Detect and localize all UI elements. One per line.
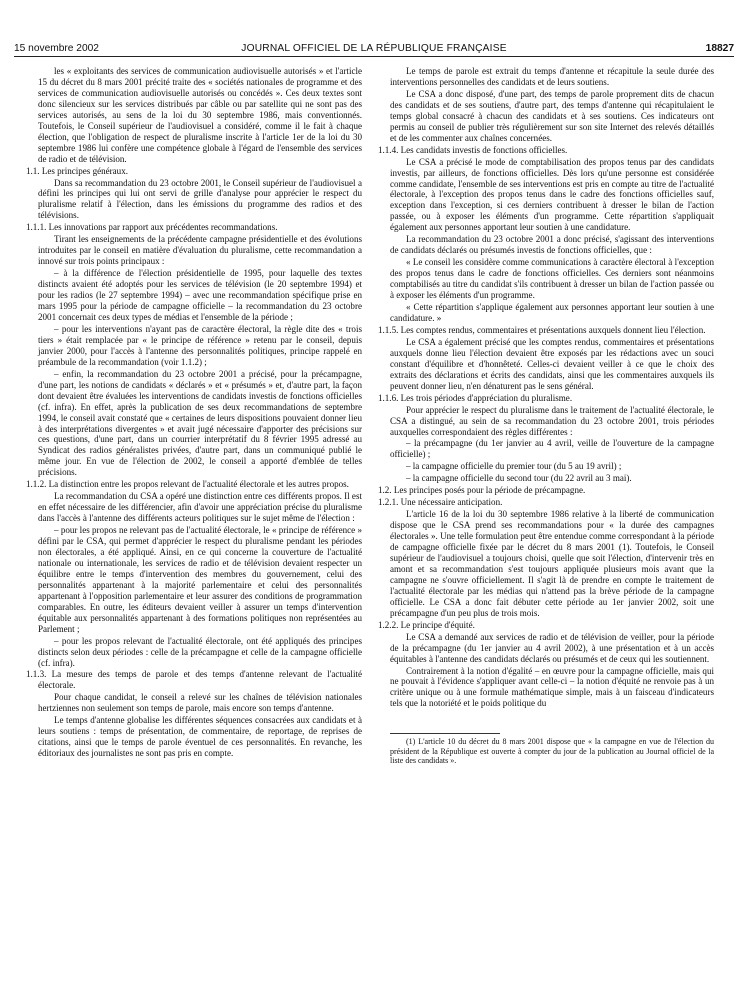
left-column <box>26 66 362 966</box>
section-heading: 1.1.1. Les innovations par rapport aux précédentes recommandations. <box>26 222 278 233</box>
paragraph: les « exploitants des services de communication audiovisuelle autorisés » et l'article 15 du décret du 8 mars 2001 précité traite des « sociétés nationales de programme et des services de communication audiovisuelle autorisés ou concédés ». Ces deux textes sont donc silencieux sur les services distribués par câble ou par satellite qui ne sont pas des services autorisés, au sens de la loi du 30 septembre 1986, mais conventionnés. Toutefois, le Conseil supérieur de l'audiovisuel a considéré, comme il le fait à chaque élection, que l'obligation de respect de pluralisme inscrite à l'article 1er de la loi du 30 septembre 1986 lui confère une compétence globale à l'égard de l'ensemble des services de radio et de télévision. <box>38 66 362 164</box>
right-column-body <box>378 66 714 709</box>
paragraph: Le CSA a précisé le mode de comptabilisation des propos tenus par des candidats investis, par ailleurs, de fonctions officielles. Dès lors qu'une personne est considérée comme candidate, l'ensemble de ses interventions est pris en compte au titre de l'actualité électorale, à l'exception des propos tenus dans le cadre des fonctions officielles sauf, exception dans l'exception, si ces derniers contribuent à dresser le bilan de l'action passée, ou à exposer les éléments d'un programme. Cette répartition s'appliquait également aux personnes apportant leur soutien à une candidature. <box>390 156 714 233</box>
paragraph: Contrairement à la notion d'égalité – en œuvre pour la campagne officielle, mais qui ne pouvait à l'évidence s'appliquer avant celle-ci – la notion d'équité ne renvoie pas à un critère unique ou à une formule mathématique simple, mais à un faisceau d'indicateurs tels que la notoriété et le poids politique du <box>390 665 714 709</box>
list-item: – enfin, la recommandation du 23 octobre 2001 a précisé, pour la précampagne, d'une part, les notions de candidats « déclarés » et « présumés » et, d'autre part, la façon dont devaient être évaluées les interventions de candidats investis de fonctions officielles (cf. infra). En effet, après la publication de ses deux recommandations de septembre 1994, le conseil avait constaté que « certaines de leurs dispositions pouvaient donner lieu à des interprétations divergentes » et avait jugé nécessaire d'apporter des précisions sur ces questions, d'une part, dans un courrier interprétatif du 8 février 1995 adressé au Syndicat des radios généralistes privées, d'autre part, dans un communiqué publié le même jour. En vue de l'élection de 2002, le conseil a apporté d'emblée de telles précisions. <box>38 368 362 478</box>
paragraph: Pour chaque candidat, le conseil a relevé sur les chaînes de télévision nationales hertziennes non seulement son temps de parole, mais encore son temps d'antenne. <box>38 692 362 714</box>
page-header <box>14 43 734 57</box>
section-heading: 1.2. Les principes posés pour la période de précampagne. <box>378 485 586 496</box>
paragraph: Le temps d'antenne globalise les différentes séquences consacrées aux candidats et à leurs soutiens : temps de présentation, de commentaire, de reportage, de reprises de citations, ainsi que le temps de parole éventuel de ces personnalités. En revanche, les éditoriaux des journalistes ne sont pas pris en compte. <box>38 715 362 759</box>
section-heading: 1.1. Les principes généraux. <box>26 165 128 176</box>
list-item: – la précampagne (du 1er janvier au 4 avril, veille de l'ouverture de la campagne officielle) ; <box>390 438 714 460</box>
paragraph: « Le conseil les considère comme communications à caractère électoral à l'exception des propos tenus dans le cadre de fonctions officielles. Ces derniers sont néanmoins comptabilisés au titre du candidat s'ils contribuent à dresser un bilan de l'action passée ou à exposer les éléments d'un programme. <box>390 257 714 301</box>
header-date: 15 novembre 2002 <box>14 43 99 54</box>
paragraph: La recommandation du CSA a opéré une distinction entre ces différents propos. Il est en effet nécessaire de les différencier, afin d'avoir une appréciation précise du pluralisme dans l'accès à l'antenne des différents acteurs politiques sur le sujet même de l'élection : <box>38 491 362 524</box>
list-item: – pour les propos relevant de l'actualité électorale, ont été appliqués des principes distincts selon deux périodes : celle de la précampagne et celle de la campagne officielle (cf. infra). <box>38 635 362 668</box>
paragraph: Le CSA a donc disposé, d'une part, des temps de parole proprement dits de chacun des candidats et de ses soutiens, d'autre part, des temps d'antenne qui récapitulaient le temps global consacré à chacun des candidats et à ses soutiens. Ces indicateurs ont permis au conseil de publier très régulièrement sur son site Internet des relevés détaillés et de les commenter aux chaînes concernées. <box>390 88 714 143</box>
header-title: JOURNAL OFFICIEL DE LA RÉPUBLIQUE FRANÇAISE <box>241 43 507 54</box>
body-columns <box>26 66 714 966</box>
footnote-rule <box>390 733 500 734</box>
list-item: – à la différence de l'élection présidentielle de 1995, pour laquelle des textes distincts avaient été adoptés pour les services de télévision (le 20 septembre 1994) et pour les radios (le 27 septembre 1994) – avec une recommandation spécifique prise en mars 1995 pour la période de campagne officielle – la recommandation du 23 octobre 2001 concernait ces deux types de médias et l'ensemble de la période ; <box>38 268 362 322</box>
right-column <box>378 66 714 966</box>
paragraph: Le CSA a également précisé que les comptes rendus, commentaires et présentations auxquels donne lieu l'élection devaient être exposés par les rédactions avec un souci constant d'équilibre et d'honnêteté. Celles-ci devaient veiller à ce que le choix des extraits des déclarations et écrits des candidats, ainsi que les commentaires auxquels ils peuvent donner lieu, n'en dénaturent pas le sens général. <box>390 336 714 391</box>
header-page-number: 18827 <box>705 43 734 54</box>
paragraph: Le CSA a demandé aux services de radio et de télévision de veiller, pour la période de la précampagne (du 1er janvier au 4 avril 2002), à une présentation et à un accès équitables à l'antenne des candidats déclarés ou présumés et de ceux qui les soutiennent. <box>390 631 714 664</box>
section-heading: 1.1.3. La mesure des temps de parole et des temps d'antenne relevant de l'actualité électorale. <box>26 669 362 691</box>
paragraph: Le temps de parole est extrait du temps d'antenne et récapitule la seule durée des interventions personnelles des candidats et de leurs soutiens. <box>390 66 714 87</box>
section-heading: 1.1.5. Les comptes rendus, commentaires et présentations auxquels donnent lieu l'élection. <box>378 324 706 335</box>
paragraph: Pour apprécier le respect du pluralisme dans le traitement de l'actualité électorale, le CSA a distingué, au sein de sa recommandation du 23 octobre 2001, trois périodes auxquelles correspondaient des règles différentes : <box>390 404 714 437</box>
section-heading: 1.2.1. Une nécessaire anticipation. <box>378 497 503 508</box>
paragraph: Tirant les enseignements de la précédente campagne présidentielle et des évolutions introduites par le conseil en matière d'évaluation du pluralisme, cette recommandation a innové sur trois points principaux : <box>38 234 362 267</box>
list-item: – la campagne officielle du premier tour (du 5 au 19 avril) ; <box>406 461 622 472</box>
footnote: (1) L'article 10 du décret du 8 mars 2001 dispose que « la campagne en vue de l'élection du président de la République est ouverte à compter du jour de la publication au Journal officiel de la liste des candidats ». <box>390 737 714 766</box>
paragraph: Dans sa recommandation du 23 octobre 2001, le Conseil supérieur de l'audiovisuel a défini les principes qui lui ont servi de grille d'analyse pour apprécier le respect du pluralisme relatif à l'élection, dans les émissions du programme des radios et des télévisions. <box>38 177 362 221</box>
paragraph: « Cette répartition s'applique également aux personnes apportant leur soutien à une candidature. » <box>390 302 714 323</box>
section-heading: 1.1.4. Les candidats investis de fonctions officielles. <box>378 144 568 155</box>
list-item: – pour les interventions n'ayant pas de caractère électoral, la règle dite des « trois tiers » était remplacée par « le principe de référence » retenu par le conseil, depuis janvier 2000, pour l'accès à l'antenne des personnalités politiques, principe rappelé en préambule de la recommandation (voir 1.1.2) ; <box>38 323 362 367</box>
paragraph: L'article 16 de la loi du 30 septembre 1986 relative à la liberté de communication dispose que le CSA prend ses recommandations pour « la durée des campagnes électorales ». Une telle formulation peut être entendue comme correspondant à la période de campagne officielle fixée par le décret du 8 mars 2001 (1). Toutefois, le Conseil supérieur de l'audiovisuel a toujours choisi, quelle que soit l'élection, d'intervenir très en amont et sa recommandation s'est toujours appliquée plusieurs mois avant que la campagne ne s'ouvre officiellement. Il s'agit là de prendre en compte le traitement de l'actualité électorale par les médias qui n'attend pas la brève période de la campagne officielle. Le CSA a donc fait débuter cette période au 1er janvier 2002, soit une précampagne d'un peu plus de trois mois. <box>390 509 714 618</box>
section-heading: 1.1.2. La distinction entre les propos relevant de l'actualité électorale et les autres propos. <box>26 479 349 490</box>
list-item: – pour les propos ne relevant pas de l'actualité électorale, le « principe de référence » défini par le CSA, qui permet d'apprécier le respect du pluralisme pendant les périodes non électorales, a été appliqué. Ainsi, en ce qui concerne la couverture de l'actualité nationale ou internationale, les services de radio et de télévision devaient respecter un équilibre entre le temps d'intervention des membres du gouvernement, celui des personnalités appartenant à la majorité parlementaire et celui des personnalités appartenant à l'opposition parlementaire et leur assurer des conditions de programmation comparables. En outre, les éditeurs devaient veiller à assurer un temps d'intervention équitable aux personnalités appartenant à des formations politiques non représentées au Parlement ; <box>38 525 362 634</box>
paragraph: La recommandation du 23 octobre 2001 a donc précisé, s'agissant des interventions de candidats déclarés ou présumés investis de fonctions officielles, que : <box>390 234 714 256</box>
section-heading: 1.1.6. Les trois périodes d'appréciation du pluralisme. <box>378 392 573 403</box>
section-heading: 1.2.2. Le principe d'équité. <box>378 619 475 630</box>
list-item: – la campagne officielle du second tour (du 22 avril au 3 mai). <box>406 473 632 484</box>
